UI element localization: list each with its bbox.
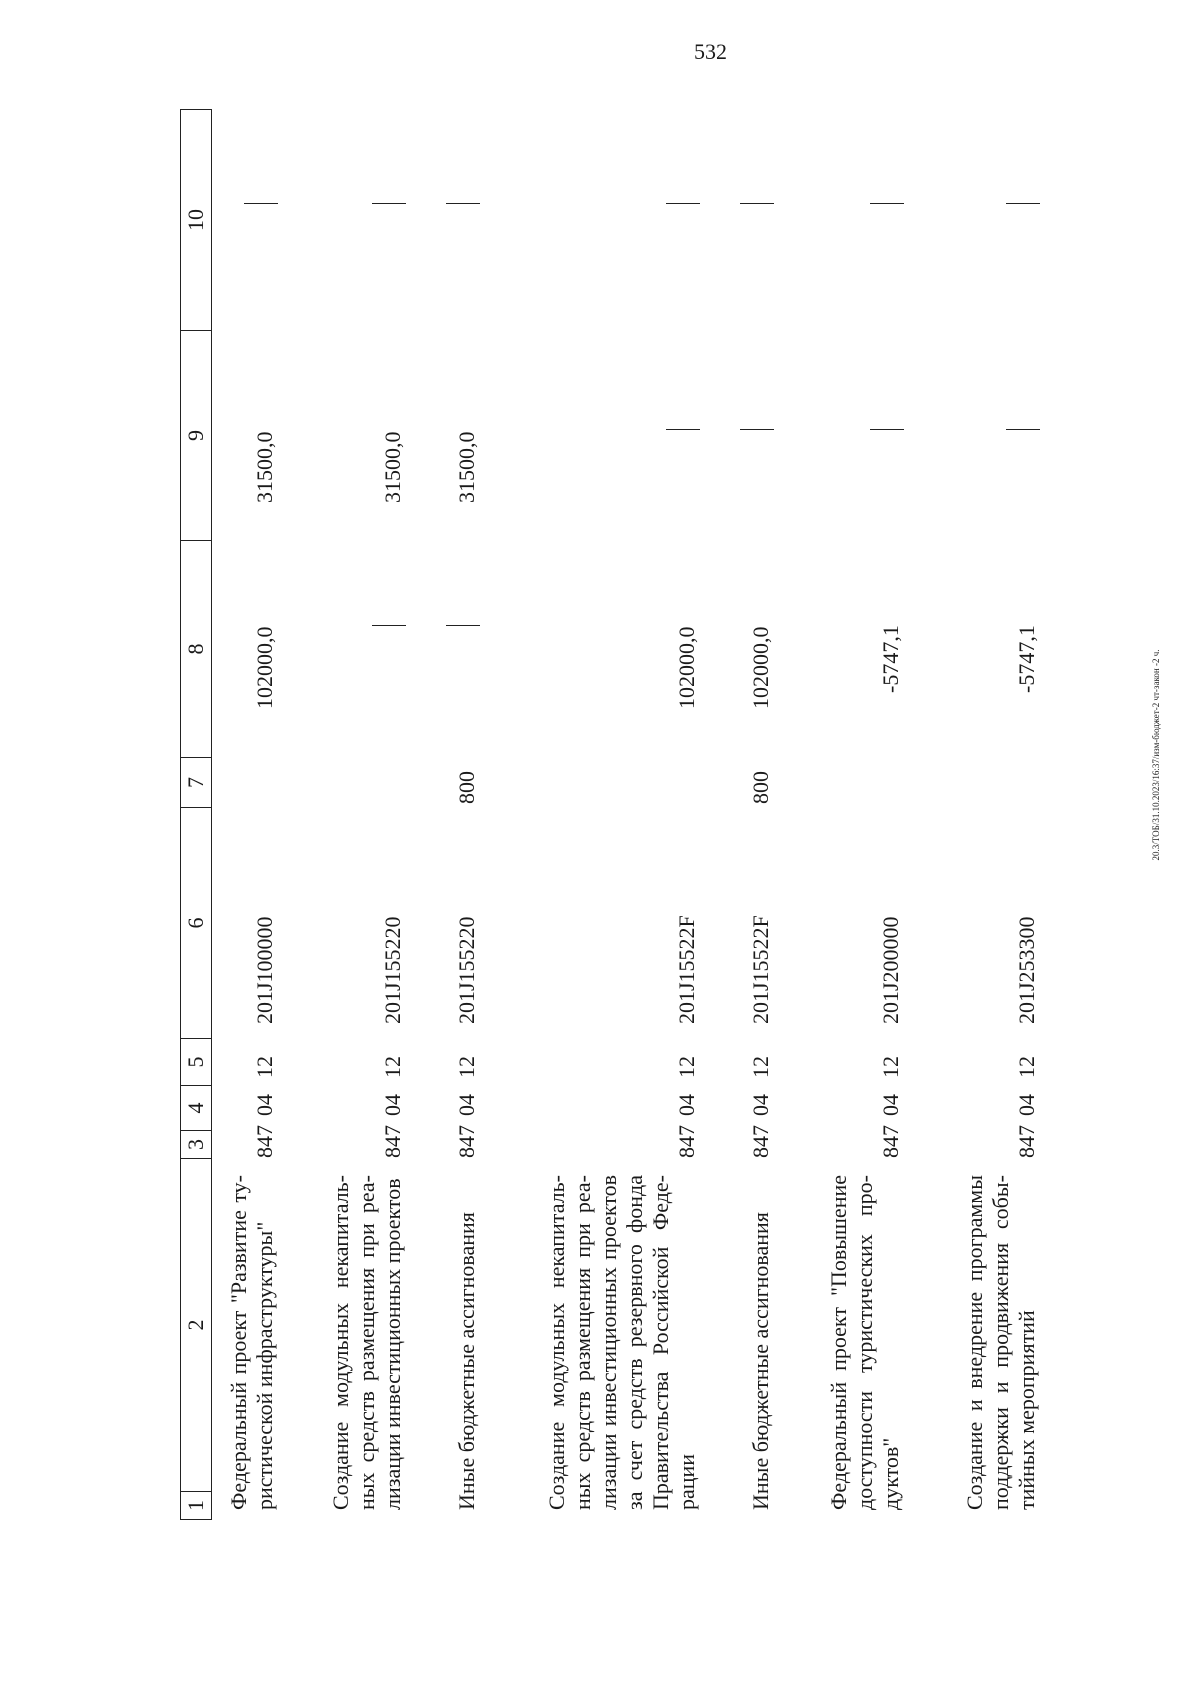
column-header-9: 9 (180, 331, 212, 541)
cell-c7: 800 (454, 771, 479, 804)
row-description: Федеральный проект "Развитие ту-ристической инфраструктуры" (226, 1175, 277, 1510)
cell-c10-dash (740, 203, 774, 204)
cell-c10-dash (372, 203, 406, 204)
table-row (700, 80, 774, 1520)
cell-c5: 12 (1014, 1056, 1039, 1078)
budget-table (180, 80, 1110, 1520)
cell-c6: 201J15522F (674, 915, 699, 1024)
cell-c5: 12 (252, 1056, 277, 1078)
cell-c10-dash (870, 203, 904, 204)
cell-c3: 847 (380, 1125, 405, 1158)
cell-c4: 04 (252, 1094, 277, 1116)
cell-c4: 04 (454, 1094, 479, 1116)
row-description: Создание и внедрение программы поддержки и продвижения собы-тийных мероприятий (962, 1175, 1039, 1510)
cell-c10-dash (666, 203, 700, 204)
cell-c9: 31500,0 (252, 431, 277, 503)
cell-c5: 12 (878, 1056, 903, 1078)
cell-c5: 12 (748, 1056, 773, 1078)
cell-c4: 04 (748, 1094, 773, 1116)
cell-c5: 12 (380, 1056, 405, 1078)
cell-c10-dash (244, 203, 278, 204)
cell-c8-dash (372, 625, 406, 626)
cell-c9-dash (666, 429, 700, 430)
footer-stamp-text: 20.3/ТОБ/31.10.2023/16:37/изм-бюджет-2 чт-закон -2 ч. (1151, 649, 1161, 861)
table-row (774, 80, 904, 1520)
table-row (278, 80, 406, 1520)
cell-c4: 04 (674, 1094, 699, 1116)
row-description: Иные бюджетные ассигнования (454, 1212, 479, 1510)
column-header-7: 7 (180, 758, 212, 808)
cell-c8: 102000,0 (674, 626, 699, 709)
column-header-4: 4 (180, 1086, 212, 1131)
budget-table-wrapper (180, 80, 1110, 1520)
cell-c8-dash (446, 625, 480, 626)
column-header-10: 10 (180, 109, 212, 331)
cell-c10-dash (446, 203, 480, 204)
cell-c9-dash (1006, 429, 1040, 430)
row-description: Создание модульных некапиталь-ных средств размещения при реа-лизации инвестиционных проектов за счет средств резервного фонда Правительства Российской Феде-рации (544, 1175, 699, 1510)
cell-c4: 04 (380, 1094, 405, 1116)
column-header-2: 2 (180, 1159, 212, 1492)
cell-c7: 800 (748, 771, 773, 804)
column-header-3: 3 (180, 1131, 212, 1159)
cell-c5: 12 (674, 1056, 699, 1078)
cell-c4: 04 (878, 1094, 903, 1116)
row-description: Создание модульных некапиталь-ных средств размещения при реа-лизации инвестиционных проектов (328, 1175, 405, 1510)
cell-c3: 847 (878, 1125, 903, 1158)
cell-c3: 847 (252, 1125, 277, 1158)
cell-c6: 201J155220 (454, 916, 479, 1024)
cell-c8: -5747,1 (1014, 625, 1039, 693)
cell-c10-dash (1006, 203, 1040, 204)
cell-c3: 847 (1014, 1125, 1039, 1158)
cell-c6: 201J200000 (878, 916, 903, 1024)
column-header-1: 1 (180, 1492, 212, 1520)
cell-c8: -5747,1 (878, 625, 903, 693)
table-row (904, 80, 1040, 1520)
row-description: Иные бюджетные ассигнования (748, 1212, 773, 1510)
cell-c9-dash (870, 429, 904, 430)
cell-c9: 31500,0 (380, 431, 405, 503)
cell-c9-dash (740, 429, 774, 430)
row-description: Федеральный проект "Повышение доступности туристических про-дуктов" (826, 1175, 903, 1510)
column-header-8: 8 (180, 541, 212, 758)
page-number: 532 (694, 39, 727, 64)
cell-c8: 102000,0 (252, 626, 277, 709)
cell-c6: 201J253300 (1014, 916, 1039, 1024)
cell-c3: 847 (454, 1125, 479, 1158)
cell-c3: 847 (674, 1125, 699, 1158)
column-header-5: 5 (180, 1039, 212, 1086)
cell-c4: 04 (1014, 1094, 1039, 1116)
cell-c6: 201J100000 (252, 916, 277, 1024)
cell-c6: 201J155220 (380, 916, 405, 1024)
cell-c8: 102000,0 (748, 626, 773, 709)
cell-c6: 201J15522F (748, 915, 773, 1024)
table-row (480, 80, 700, 1520)
column-header-6: 6 (180, 808, 212, 1039)
table-row (406, 80, 480, 1520)
cell-c3: 847 (748, 1125, 773, 1158)
table-row (212, 80, 278, 1520)
footer-stamp (1151, 30, 1161, 1480)
cell-c5: 12 (454, 1056, 479, 1078)
cell-c9: 31500,0 (454, 431, 479, 503)
